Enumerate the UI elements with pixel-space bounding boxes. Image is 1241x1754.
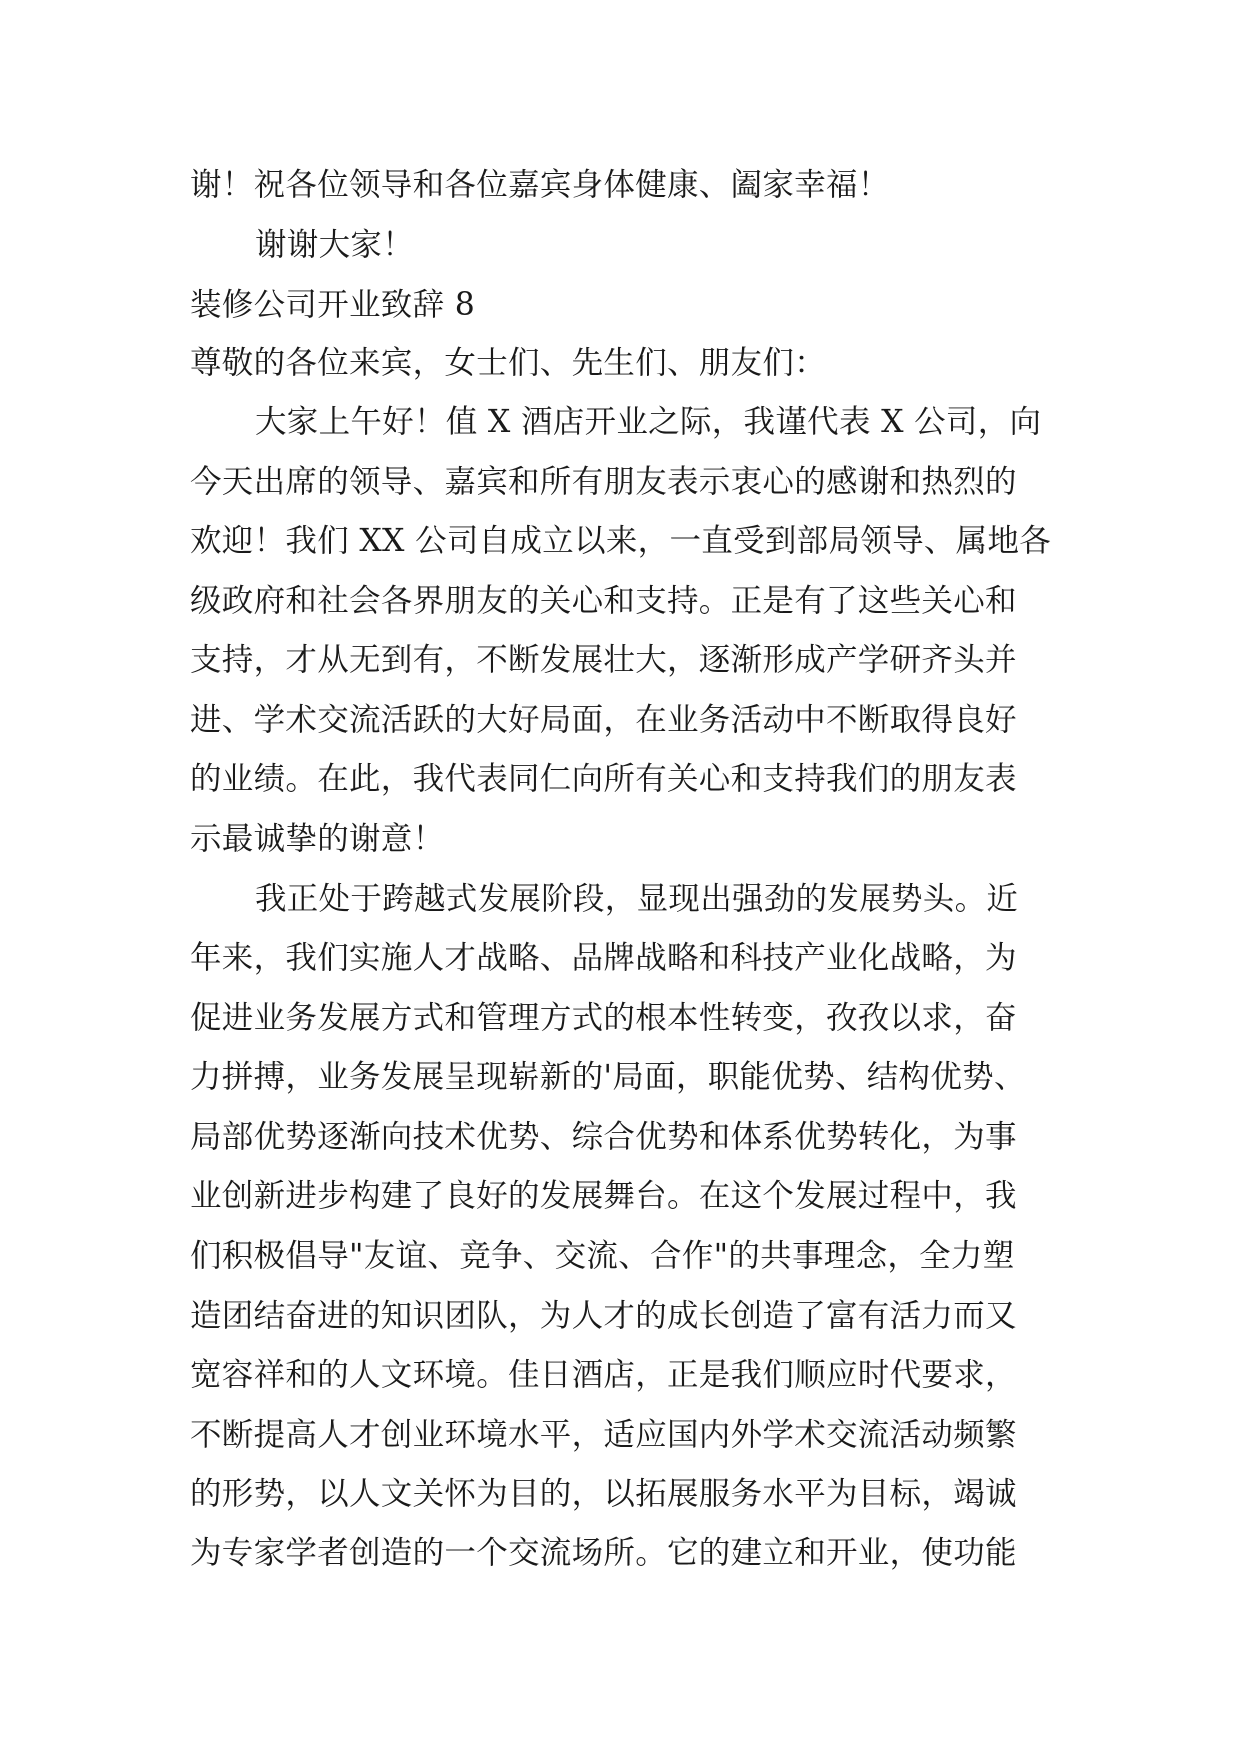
text-line: 谢谢大家！ (255, 227, 415, 263)
section-heading: 装修公司开业致辞 8 (190, 287, 476, 323)
text-line: 不断提高人才创业环境水平，适应国内外学术交流活动频繁 (190, 1417, 1017, 1453)
text-line: 示最诚挚的谢意！ (190, 821, 445, 857)
text-line: 欢迎！我们 XX 公司自成立以来，一直受到部局领导、属地各 (190, 523, 1052, 559)
text-line: 力拼搏，业务发展呈现崭新的'局面，职能优势、结构优势、 (190, 1059, 1026, 1095)
text-line: 年来，我们实施人才战略、品牌战略和科技产业化战略，为 (190, 940, 1017, 976)
text-line: 大家上午好！值 X 酒店开业之际，我谨代表 X 公司，向 (255, 404, 1042, 440)
text-line: 促进业务发展方式和管理方式的根本性转变，孜孜以求，奋 (190, 1000, 1017, 1036)
text-line: 局部优势逐渐向技术优势、综合优势和体系优势转化，为事 (190, 1119, 1017, 1155)
text-line: 进、学术交流活跃的大好局面，在业务活动中不断取得良好 (190, 702, 1017, 738)
text-line: 我正处于跨越式发展阶段，显现出强劲的发展势头。近 (255, 881, 1019, 917)
text-line: 们积极倡导"友谊、竞争、交流、合作"的共事理念，全力塑 (190, 1238, 1015, 1274)
text-line: 宽容祥和的人文环境。佳日酒店，正是我们顺应时代要求， (190, 1357, 1017, 1393)
text-line: 支持，才从无到有，不断发展壮大，逐渐形成产学研齐头并 (190, 642, 1017, 678)
text-line: 造团结奋进的知识团队，为人才的成长创造了富有活力而又 (190, 1298, 1017, 1334)
text-line: 级政府和社会各界朋友的关心和支持。正是有了这些关心和 (190, 583, 1017, 619)
text-line: 今天出席的领导、嘉宾和所有朋友表示衷心的感谢和热烈的 (190, 464, 1017, 500)
text-line: 业创新进步构建了良好的发展舞台。在这个发展过程中，我 (190, 1178, 1017, 1214)
text-line: 为专家学者创造的一个交流场所。它的建立和开业，使功能 (190, 1535, 1017, 1571)
text-line: 的形势，以人文关怀为目的，以拓展服务水平为目标，竭诚 (190, 1476, 1017, 1512)
text-line: 谢！祝各位领导和各位嘉宾身体健康、阖家幸福！ (190, 167, 890, 203)
text-line: 的业绩。在此，我代表同仁向所有关心和支持我们的朋友表 (190, 761, 1017, 797)
salutation-line: 尊敬的各位来宾，女士们、先生们、朋友们： (190, 345, 827, 381)
